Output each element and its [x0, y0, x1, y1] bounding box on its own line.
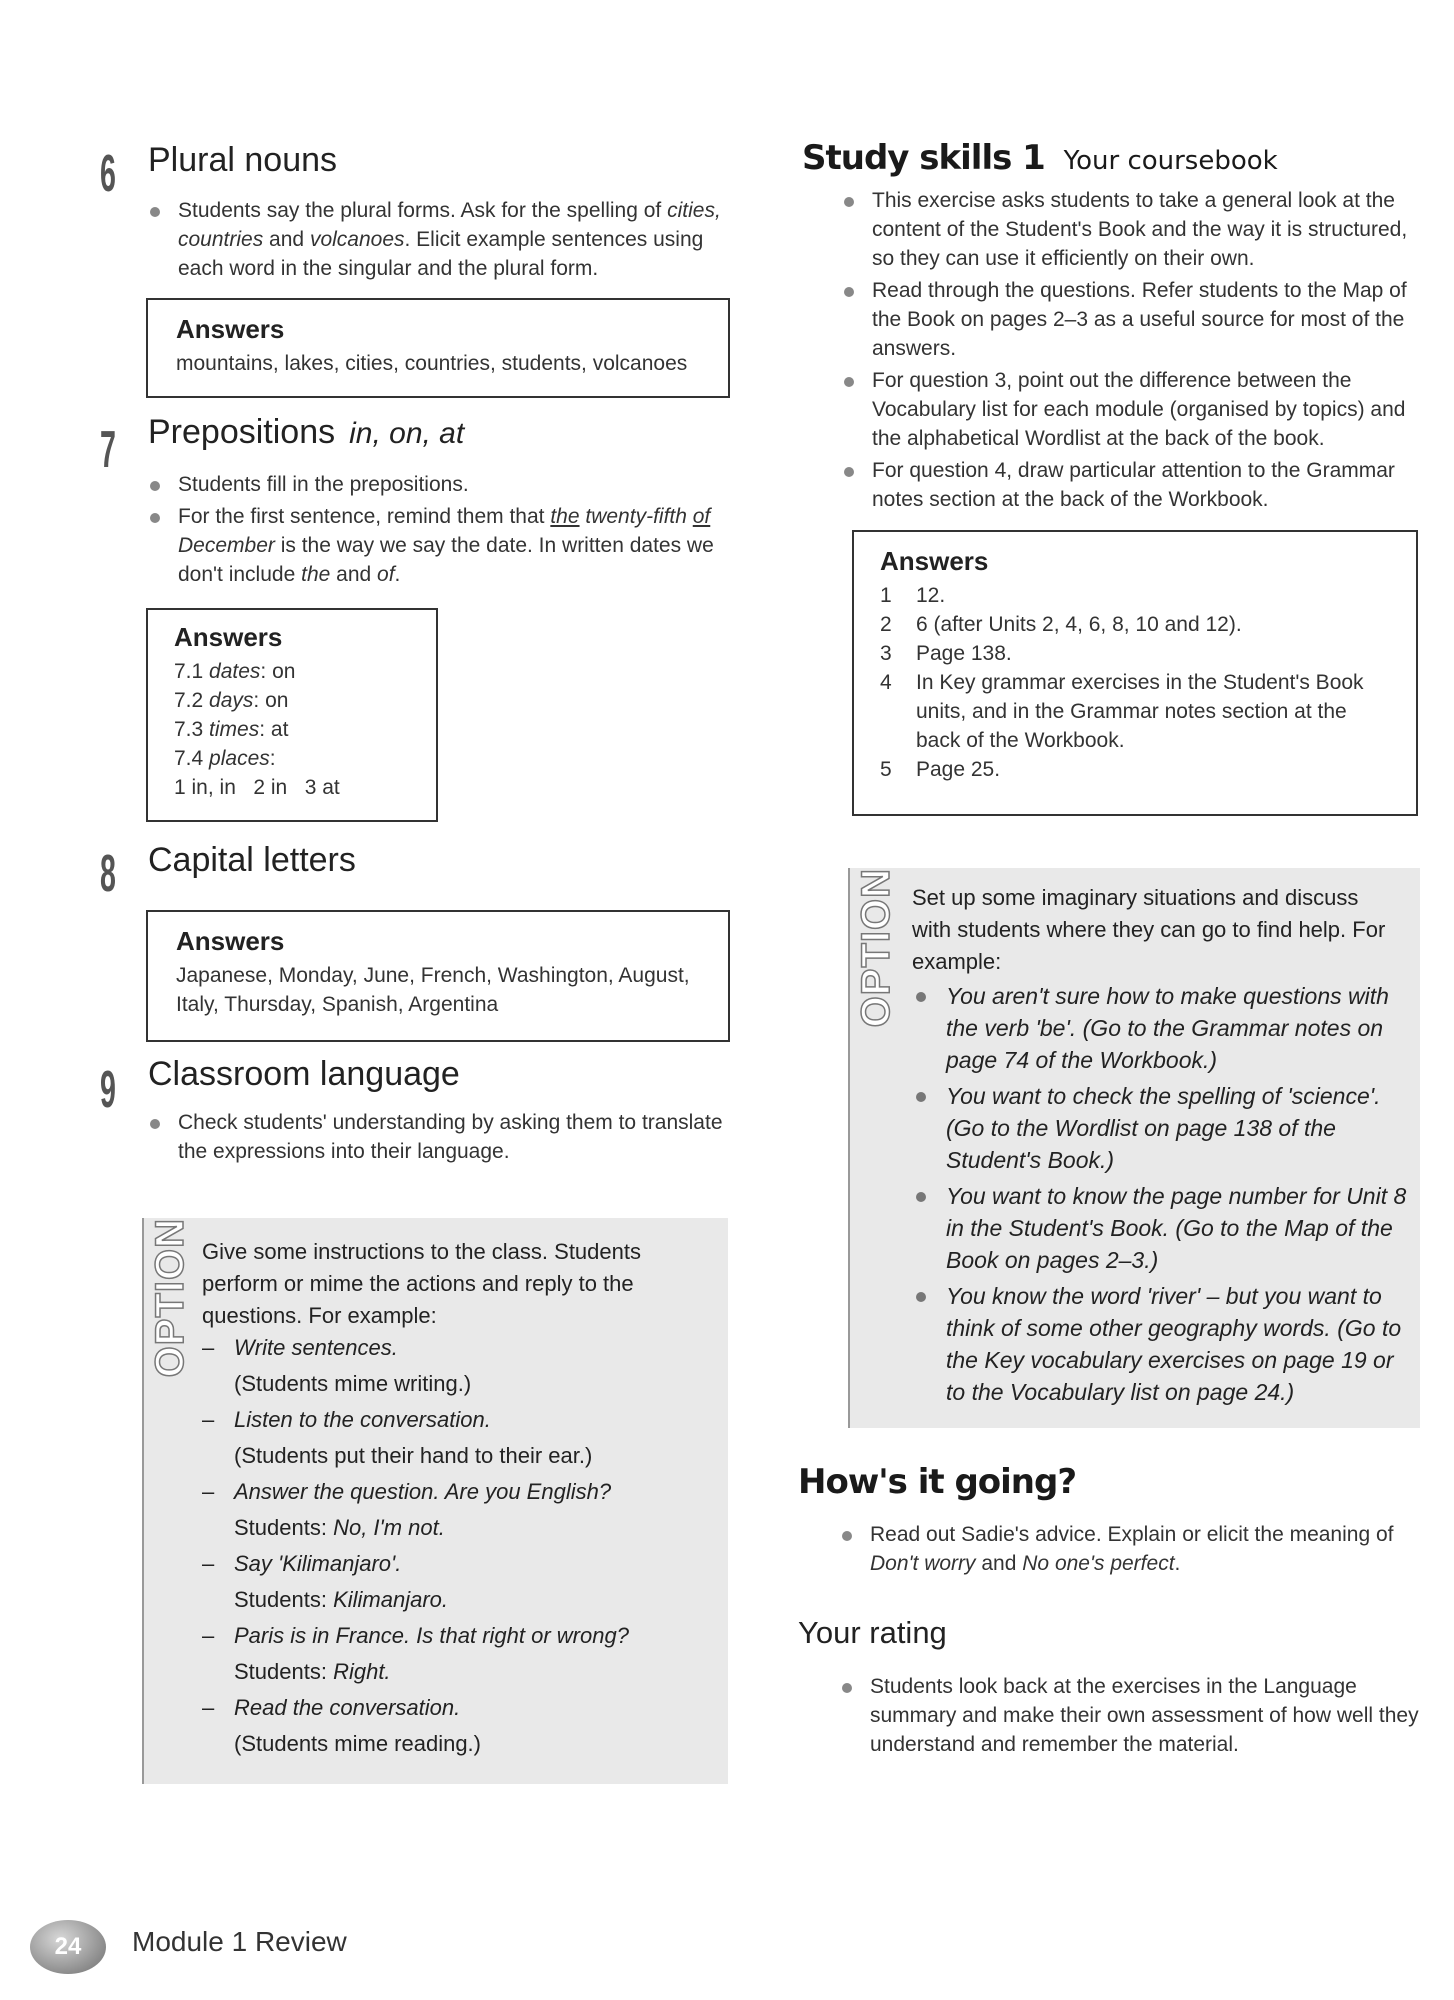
section-title: Study skills 1 Your coursebook — [802, 138, 1278, 178]
list-item: 4 In Key grammar exercises in the Student's Book units, and in the Grammar notes section at the back of the Workbook. — [880, 671, 1364, 752]
list-item: Read through the questions. Refer students to the Map of the Book on pages 2–3 as a useful source for most of the answers. — [842, 276, 1422, 363]
answers-row: 7.3 times: at — [174, 718, 289, 741]
list-item: – Listen to the conversation. — [202, 1402, 722, 1438]
section-title: Your rating — [798, 1615, 947, 1650]
option-box — [142, 1218, 728, 1784]
list-item: (Students mime reading.) — [234, 1731, 481, 1756]
answers-row: 7.2 days: on — [174, 689, 289, 712]
list-item: – Paris is in France. Is that right or wrong? — [202, 1618, 722, 1654]
list-item: Students: Kilimanjaro. — [234, 1587, 449, 1612]
section-title: Classroom language — [148, 1055, 460, 1093]
answers-heading: Answers — [176, 926, 285, 956]
list-item: 1 12. — [880, 584, 946, 607]
answers-list — [880, 581, 1390, 784]
list-item: Students look back at the exercises in the Language summary and make their own assessment of how well they understand and remember the material. — [840, 1672, 1420, 1759]
section-number: 7 — [100, 421, 116, 479]
section-title: How's it going? — [798, 1462, 1077, 1502]
list-item: Read out Sadie's advice. Explain or elicit the meaning of Don't worry and No one's perfect. — [840, 1520, 1420, 1578]
answers-text: mountains, lakes, cities, countries, students, volcanoes — [176, 352, 688, 375]
list-item: Students: No, I'm not. — [234, 1515, 445, 1540]
section-number: 6 — [100, 145, 116, 203]
bullet-list — [148, 1108, 728, 1169]
section-title: Prepositions in, on, at — [148, 413, 465, 451]
bullet-list — [842, 186, 1422, 517]
answers-box — [146, 910, 730, 1042]
answers-heading: Answers — [176, 314, 285, 344]
answers-box — [852, 530, 1418, 816]
answers-row: 7.1 dates: on — [174, 660, 296, 683]
section-number: 8 — [100, 845, 116, 903]
option-tag: OPTION — [148, 1218, 192, 1378]
section-title: Plural nouns — [148, 141, 338, 179]
answers-row: 1 in, in 2 in 3 at — [174, 776, 340, 799]
page-number-badge: 24 — [30, 1920, 106, 1974]
option-tag: OPTION — [854, 868, 898, 1028]
section-title: Capital letters — [148, 841, 356, 879]
option-intro: Set up some imaginary situations and discuss with students where they can go to find help. For example: — [912, 885, 1386, 974]
option-box — [848, 868, 1420, 1428]
footer-label: Module 1 Review — [132, 1926, 347, 1957]
list-item: Students fill in the prepositions. — [148, 470, 728, 499]
answers-heading: Answers — [880, 546, 989, 576]
list-item: For question 3, point out the difference between the Vocabulary list for each module (organised by topics) and the alphabetical Wordlist at the back of the book. — [842, 366, 1422, 453]
bullet-list — [148, 196, 728, 286]
example-list — [202, 1330, 722, 1762]
bullet-list — [840, 1520, 1420, 1581]
list-item: Students: Right. — [234, 1659, 391, 1684]
answers-box — [146, 298, 730, 398]
list-item: – Say 'Kilimanjaro'. — [202, 1546, 722, 1582]
list-item: (Students put their hand to their ear.) — [234, 1443, 593, 1468]
list-item: – Answer the question. Are you English? — [202, 1474, 722, 1510]
list-item: For question 4, draw particular attention to the Grammar notes section at the back of the Workbook. — [842, 456, 1422, 514]
list-item: (Students mime writing.) — [234, 1371, 472, 1396]
list-item: – Write sentences. — [202, 1330, 722, 1366]
section-number: 9 — [100, 1061, 116, 1119]
list-item: – Read the conversation. — [202, 1690, 722, 1726]
answers-text: Japanese, Monday, June, French, Washington, August, Italy, Thursday, Spanish, Argentina — [176, 964, 690, 1016]
list-item: Students say the plural forms. Ask for the spelling of cities, countries and volcanoes. Elicit example sentences using each word in the singular and the plural form. — [148, 196, 728, 283]
answers-row: 7.4 places: — [174, 747, 276, 770]
list-item: 2 6 (after Units 2, 4, 6, 8, 10 and 12). — [880, 613, 1242, 636]
list-item: Check students' understanding by asking them to translate the expressions into their language. — [148, 1108, 728, 1166]
example-list — [912, 980, 1412, 1412]
list-item: You want to know the page number for Unit 8 in the Student's Book. (Go to the Map of the Book on pages 2–3.) — [912, 1180, 1412, 1276]
list-item: This exercise asks students to take a general look at the content of the Student's Book and the way it is structured, so they can use it efficiently on their own. — [842, 186, 1422, 273]
list-item: 3 Page 138. — [880, 642, 1012, 665]
list-item: You aren't sure how to make questions with the verb 'be'. (Go to the Grammar notes on page 74 of the Workbook.) — [912, 980, 1412, 1076]
list-item: You know the word 'river' – but you want to think of some other geography words. (Go to the Key vocabulary exercises on page 19 or to the Vocabulary list on page 24.) — [912, 1280, 1412, 1408]
answers-heading: Answers — [174, 622, 283, 652]
bullet-list — [148, 470, 728, 592]
list-item: 5 Page 25. — [880, 758, 1001, 781]
list-item: You want to check the spelling of 'science'. (Go to the Wordlist on page 138 of the Student's Book.) — [912, 1080, 1412, 1176]
answers-box — [146, 608, 438, 822]
list-item: For the first sentence, remind them that the twenty-fifth of December is the way we say the date. In written dates we don't include the and of. — [148, 502, 728, 589]
option-intro: Give some instructions to the class. Students perform or mime the actions and reply to the questions. For example: — [202, 1239, 641, 1328]
bullet-list — [840, 1672, 1420, 1762]
